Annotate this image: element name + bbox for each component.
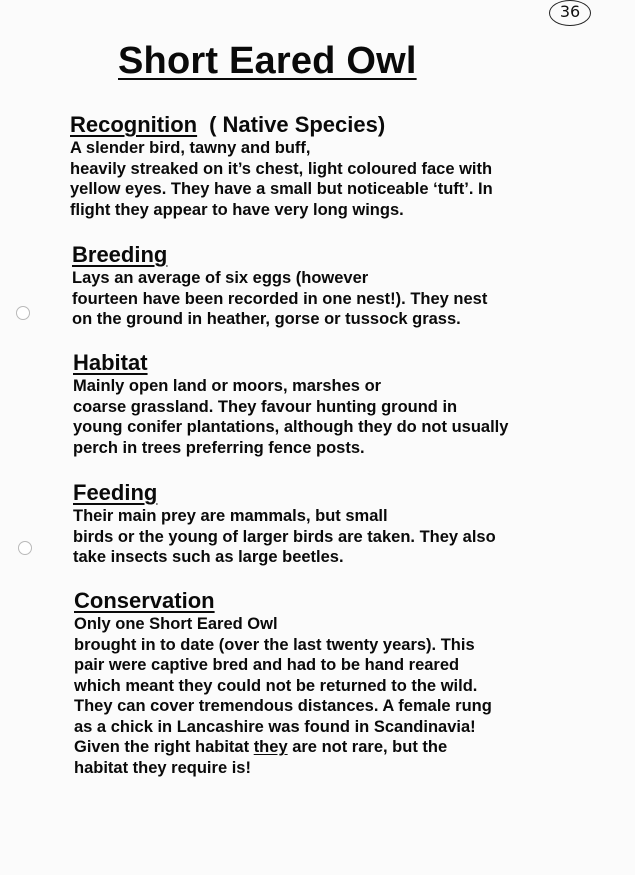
- section-heading-line: [72, 242, 562, 268]
- page-number: 36: [549, 0, 591, 26]
- section-heading: Conservation: [74, 588, 215, 613]
- section-body: [74, 614, 564, 778]
- section-conservation: [74, 588, 564, 778]
- page-title: Short Eared Owl: [118, 40, 417, 82]
- section-heading: Feeding: [73, 480, 158, 505]
- section-heading-line: [70, 112, 560, 138]
- section-body: Lays an average of six eggs (however fourteen have been recorded in one nest!). They nest on the ground in heather, gorse or tussock grass.: [72, 269, 488, 328]
- section-habitat: [73, 350, 563, 458]
- section-recognition: [70, 112, 560, 220]
- punch-hole: [18, 541, 32, 555]
- section-feeding: [73, 480, 563, 568]
- body-text-part: are not rare, but the habitat they require is!: [74, 738, 448, 777]
- section-body: Mainly open land or moors, marshes or coarse grassland. They favour hunting ground in young conifer plantations, although they do not usually perch in trees preferring fence posts.: [73, 377, 509, 457]
- section-heading: Breeding: [72, 242, 168, 267]
- underlined-word: they: [253, 738, 288, 756]
- section-heading-line: [74, 588, 564, 614]
- section-body: A slender bird, tawny and buff, heavily streaked on it’s chest, light coloured face with yellow eyes. They have a small but noticeable ‘tuft’. In flight they appear to have very long wings.: [70, 139, 493, 219]
- section-heading-line: [73, 480, 563, 506]
- section-heading-line: [73, 350, 563, 376]
- section-subtitle: ( Native Species): [209, 112, 386, 137]
- section-heading: Recognition: [70, 112, 198, 137]
- body-text-part: Only one Short Eared Owl brought in to date (over the last twenty years). This pair were captive bred and had to be hand reared which meant they could not be returned to the wild. They can cover tremendous distances. A female rung as a chick in Lancashire was found in Scandinavia! Given the right habitat: [74, 615, 492, 756]
- section-heading: Habitat: [73, 350, 148, 375]
- section-breeding: [72, 242, 562, 330]
- punch-hole: [16, 306, 30, 320]
- section-body: Their main prey are mammals, but small birds or the young of larger birds are taken. They also take insects such as large beetles.: [73, 507, 496, 566]
